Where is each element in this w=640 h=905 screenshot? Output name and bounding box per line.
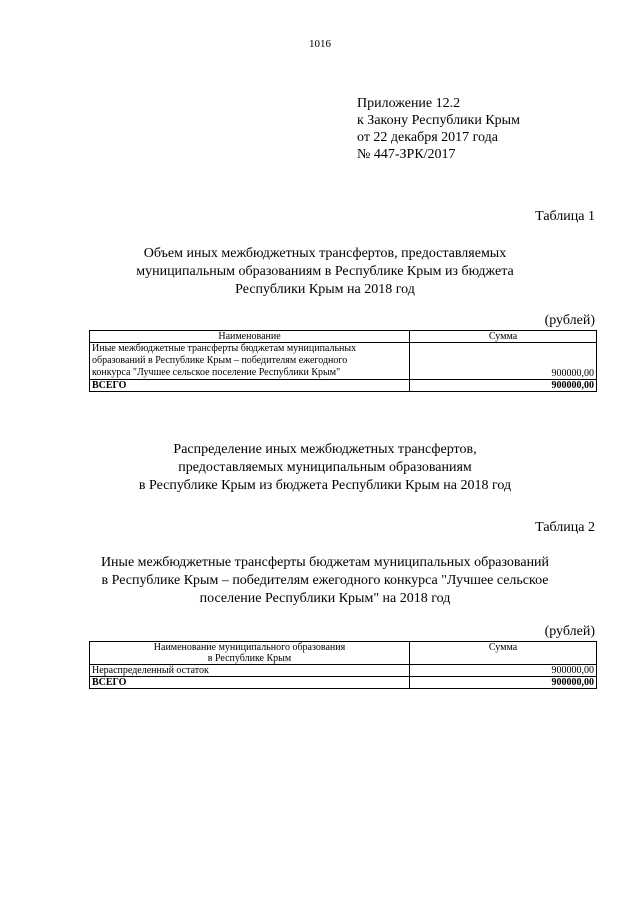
table-row (90, 665, 597, 677)
total-amount: 900000,00 (410, 677, 597, 689)
table-row (90, 343, 597, 380)
table-header-row (90, 331, 597, 343)
row-name (90, 343, 410, 380)
header-line: в Республике Крым (207, 653, 292, 664)
table2-label: Таблица 2 (535, 520, 595, 535)
table1-label: Таблица 1 (535, 209, 595, 224)
title-line: в Республике Крым – победителям ежегодного конкурса "Лучшее сельское (101, 573, 549, 588)
table1 (89, 330, 597, 392)
table-header-row (90, 642, 597, 665)
total-amount: 900000,00 (410, 380, 597, 392)
title-line: Иные межбюджетные трансферты бюджетам муниципальных образований (100, 555, 550, 570)
page-number: 1016 (309, 38, 331, 50)
title-line: поселение Республики Крым" на 2018 год (199, 591, 451, 606)
row-name-line: образований в Республике Крым – победителям ежегодного (92, 355, 348, 366)
header-line: Наименование муниципального образования (153, 642, 346, 653)
table2-units: (рублей) (544, 624, 595, 639)
row-name-line: конкурса "Лучшее сельское поселение Республики Крым" (92, 367, 341, 378)
row-amount: 900000,00 (410, 343, 597, 380)
column-header-amount: Сумма (410, 642, 597, 665)
title-line: Распределение иных межбюджетных трансфертов, (173, 442, 477, 457)
title-line: предоставляемых муниципальным образованиям (178, 460, 472, 475)
title-line: в Республике Крым из бюджета Республики Крым на 2018 год (138, 478, 512, 493)
appendix-line: Приложение 12.2 (357, 96, 461, 111)
title-line: Республики Крым на 2018 год (235, 282, 415, 297)
total-label: ВСЕГО (90, 677, 410, 689)
table2 (89, 641, 597, 689)
row-amount: 900000,00 (410, 665, 597, 677)
row-name-line: Иные межбюджетные трансферты бюджетам муниципальных (92, 343, 357, 354)
appendix-header (357, 95, 520, 163)
table2-title (80, 554, 570, 608)
total-row (90, 380, 597, 392)
column-header-name (90, 642, 410, 665)
table1-units: (рублей) (544, 313, 595, 328)
row-name: Нераспределенный остаток (90, 665, 410, 677)
appendix-line: от 22 декабря 2017 года (357, 130, 498, 145)
column-header-name: Наименование (90, 331, 410, 343)
title-line: муниципальным образованиям в Республике Крым из бюджета (136, 264, 514, 279)
title-line: Объем иных межбюджетных трансфертов, предоставляемых (143, 246, 507, 261)
total-label: ВСЕГО (90, 380, 410, 392)
total-row (90, 677, 597, 689)
table1-title (80, 245, 570, 299)
appendix-line: к Закону Республики Крым (357, 113, 520, 128)
appendix-line: № 447-ЗРК/2017 (357, 147, 456, 162)
section2-title (80, 441, 570, 495)
column-header-amount: Сумма (410, 331, 597, 343)
